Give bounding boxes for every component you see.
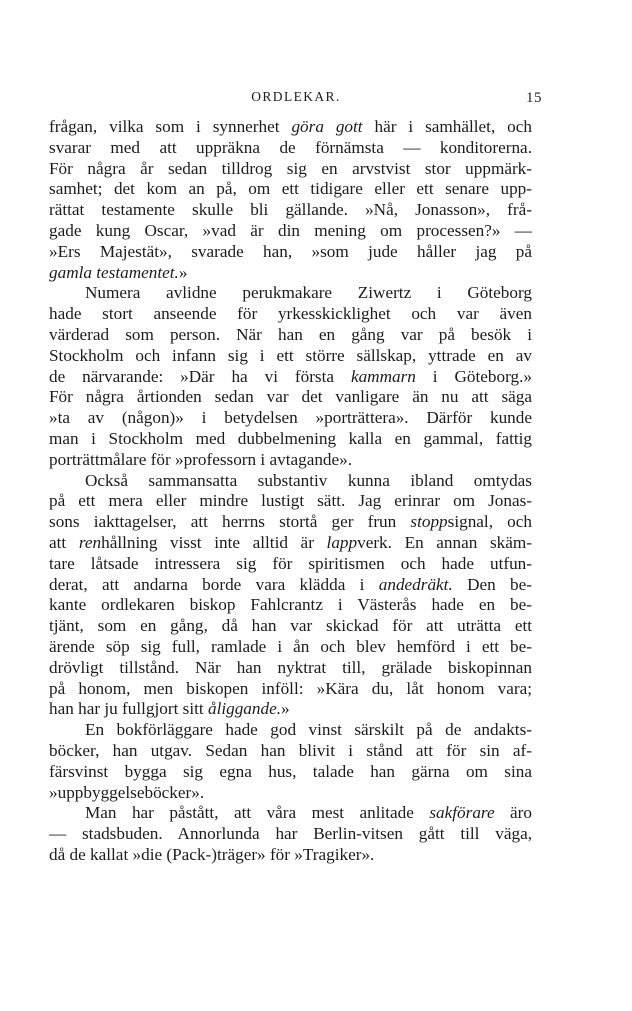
text-run: Också sammansatta substantiv kunna ibland omtydas [85, 470, 532, 490]
text-run: Numera avlidne perukmakare Ziwertz i Göteborg [85, 283, 532, 303]
italic-text: stopp [410, 512, 448, 532]
text-line [49, 263, 532, 284]
italic-text: kammarn [350, 366, 416, 386]
text-run: samhet; det kom an på, om ett tidigare eller ett senare upp- [49, 179, 532, 199]
text-run: tjänt, som en gång, då han var skickad för att uträtta ett [49, 616, 532, 636]
text-line [49, 595, 532, 616]
text-line [49, 283, 532, 304]
text-line [49, 741, 532, 762]
italic-text: ren [78, 532, 102, 552]
text-run: här i samhället, och [362, 117, 532, 136]
text-line [49, 762, 532, 783]
text-run: rättat testamente skulle bli gällande. »Nå, Jonasson», frå- [49, 200, 532, 220]
italic-text: lapp [326, 532, 358, 552]
text-run: då de kallat »die (Pack-)träger» för »Tragiker». [49, 844, 375, 864]
text-line [49, 429, 532, 450]
text-run: ärende söp sig full, ramlade i ån och blev hemförd i ett be- [49, 636, 532, 656]
text-line [49, 533, 532, 554]
text-line [49, 471, 532, 492]
text-run: frågan, vilka som i synnerhet [49, 117, 292, 136]
text-line [49, 179, 532, 200]
text-run: derat, att andarna borde vara klädda i [49, 574, 379, 594]
text-line [49, 845, 532, 866]
italic-text: åliggande. [207, 699, 282, 719]
text-line [49, 387, 532, 408]
text-line [49, 450, 532, 471]
text-run: En bokförläggare hade god vinst särskilt på de andakts- [85, 720, 532, 740]
text-line [49, 679, 532, 700]
running-title: ORDLEKAR. [251, 89, 341, 104]
paragraph [49, 720, 532, 803]
text-line [49, 658, 532, 679]
text-line [49, 159, 532, 180]
text-line [49, 783, 532, 804]
text-run: För några årtionden sedan var det vanligare än nu att säga [49, 387, 532, 407]
text-run: på ett mera eller mindre lustigt sätt. Jag erinrar om Jonas- [49, 491, 532, 511]
text-line [49, 575, 532, 596]
running-header [50, 89, 542, 111]
text-run: färsvinst bygga sig egna hus, talade han gärna om sina [49, 761, 532, 781]
text-line [49, 325, 532, 346]
text-line [49, 554, 532, 575]
text-line [49, 367, 532, 388]
text-run: svarar med att uppräkna de förnämsta — konditorerna. [49, 137, 532, 157]
text-run: böcker, han utgav. Sedan han blivit i stånd att för sin af- [49, 740, 532, 760]
text-line [49, 117, 532, 138]
body-text [49, 117, 532, 866]
text-run: hållning visst inte alltid är [101, 532, 327, 552]
text-run: äro [494, 803, 533, 823]
text-run: — stadsbuden. Annorlunda har Berlin-vitsen gått till väga, [49, 824, 532, 844]
text-run: i Göteborg.» [415, 366, 532, 386]
text-line [49, 512, 532, 533]
text-run: tare låtsade intressera sig för spiritismen och hade utfun- [49, 553, 532, 573]
paragraph [49, 803, 532, 865]
italic-text: gamla testamentet. [49, 262, 179, 282]
text-line [49, 803, 532, 824]
text-run: För några år sedan tilldrog sig en arvstvist stor uppmärk- [49, 158, 532, 178]
text-line [49, 304, 532, 325]
page-number: 15 [526, 90, 542, 106]
text-line [49, 242, 532, 263]
text-run: hade stort anseende för yrkesskicklighet och var även [49, 304, 532, 324]
text-run: Stockholm och infann sig i ett större sällskap, yttrade en av [49, 345, 532, 365]
text-run: »Ers Majestät», svarade han, »som jude håller jag på [49, 241, 532, 261]
paragraph [49, 471, 532, 721]
text-run: att [49, 532, 79, 552]
text-run: man i Stockholm med dubbelmening kalla en gammal, fattig [49, 428, 532, 448]
text-line [49, 616, 532, 637]
text-line [49, 346, 532, 367]
text-run: på honom, men biskopen inföll: »Kära du, låt honom vara; [49, 678, 532, 698]
text-line [49, 720, 532, 741]
text-run: de närvarande: »Där ha vi första [49, 366, 351, 386]
text-line [49, 824, 532, 845]
text-line [49, 200, 532, 221]
text-line [49, 491, 532, 512]
text-run: drövligt tillstånd. När han nyktrat till, grälade biskopinnan [49, 657, 532, 677]
italic-text: andedräkt. [378, 574, 453, 594]
text-run: gade kung Oscar, »vad är din mening om processen?» — [49, 220, 532, 240]
text-line [49, 221, 532, 242]
text-run: kante ordlekaren biskop Fahlcrantz i Västerås hade en be- [49, 595, 532, 615]
paragraph [49, 283, 532, 470]
text-run: » [178, 262, 188, 282]
italic-text: göra gott [291, 117, 363, 136]
text-line [49, 637, 532, 658]
text-run: verk. En annan skäm- [357, 532, 532, 552]
text-run: »uppbyggelseböcker». [49, 782, 205, 802]
text-run: porträttmålare för »professorn i avtagande». [49, 449, 353, 469]
text-run: »ta av (någon)» i betydelsen »porträttera». Därför kunde [49, 408, 532, 428]
text-run: Den be- [452, 574, 532, 594]
text-line [49, 408, 532, 429]
text-run: värderad som person. När han en gång var på besök i [49, 324, 532, 344]
text-line [49, 138, 532, 159]
text-run: sons iakttagelser, att herrns stortå ger frun [49, 512, 411, 532]
paragraph [49, 117, 532, 283]
italic-text: sakförare [429, 803, 495, 823]
text-line [49, 699, 532, 720]
text-run: han har ju fullgjort sitt [49, 699, 208, 719]
text-run: » [281, 699, 290, 719]
text-run: Man har påstått, att våra mest anlitade [85, 803, 430, 823]
text-run: signal, och [447, 512, 532, 532]
